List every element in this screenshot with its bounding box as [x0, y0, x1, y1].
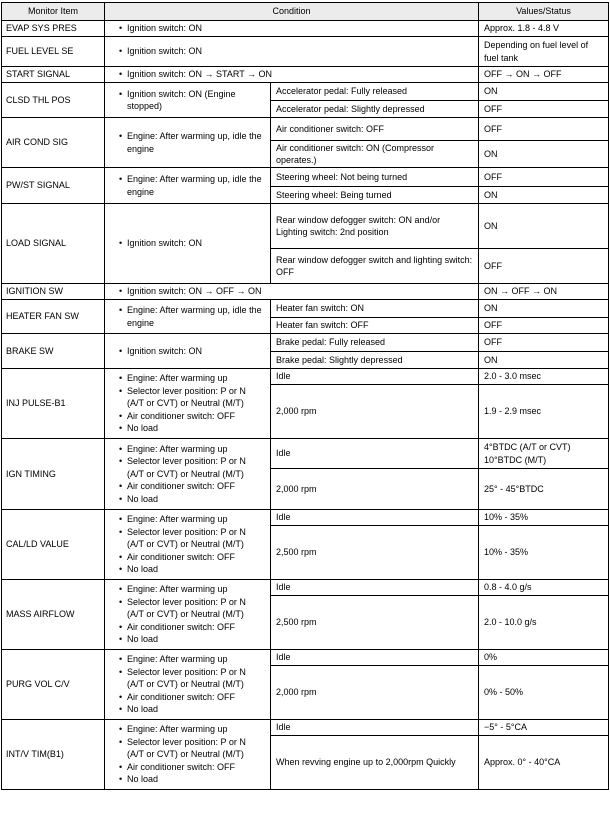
- sub-condition-cell: Idle: [271, 650, 479, 666]
- table-row: [2, 21, 609, 37]
- value-status-cell: ON: [479, 83, 609, 101]
- condition-item: • Ignition switch: ON: [119, 345, 265, 358]
- monitor-item-cell: AIR COND SIG: [2, 118, 105, 168]
- monitor-item-cell: IGNITION SW: [2, 284, 105, 300]
- condition-item: • Ignition switch: ON: [119, 45, 473, 58]
- condition-item: • Ignition switch: ON → OFF → ON: [119, 285, 473, 298]
- value-status-cell: OFF → ON → OFF: [479, 67, 609, 83]
- condition-item: • Selector lever position: P or N (A/T or CVT) or Neutral (M/T): [119, 385, 265, 410]
- condition-list: [110, 130, 265, 155]
- value-status-cell: ON: [479, 187, 609, 204]
- condition-cell: [105, 67, 479, 83]
- condition-item: • Air conditioner switch: OFF: [119, 410, 265, 423]
- sub-condition-cell: Idle: [271, 510, 479, 526]
- monitor-item-cell: FUEL LEVEL SE: [2, 37, 105, 67]
- condition-item: • Engine: After warming up: [119, 583, 265, 596]
- value-status-cell: 0%: [479, 650, 609, 666]
- sub-condition-cell: Air conditioner switch: OFF: [271, 118, 479, 141]
- condition-item: • Selector lever position: P or N (A/T or CVT) or Neutral (M/T): [119, 526, 265, 551]
- table-row: [2, 67, 609, 83]
- table-row: [2, 37, 609, 67]
- sub-condition-cell: Brake pedal: Fully released: [271, 334, 479, 352]
- monitor-item-cell: CLSD THL POS: [2, 83, 105, 118]
- sub-condition-cell: Steering wheel: Being turned: [271, 187, 479, 204]
- monitor-item-cell: IGN TIMING: [2, 439, 105, 510]
- sub-condition-cell: Steering wheel: Not being turned: [271, 168, 479, 187]
- sub-condition-cell: Rear window defogger switch and lighting switch: OFF: [271, 249, 479, 284]
- header-row: [2, 3, 609, 21]
- table-row: [2, 334, 609, 352]
- condition-item: • Engine: After warming up, idle the engine: [119, 173, 265, 198]
- table-row: [2, 510, 609, 526]
- condition-cell: [105, 439, 271, 510]
- sub-condition-cell: Accelerator pedal: Fully released: [271, 83, 479, 101]
- header-values-status: Values/Status: [479, 3, 609, 21]
- condition-item: • Engine: After warming up: [119, 653, 265, 666]
- value-status-cell: 10% - 35%: [479, 526, 609, 580]
- monitor-item-cell: HEATER FAN SW: [2, 300, 105, 334]
- value-status-cell: 2.0 - 10.0 g/s: [479, 596, 609, 650]
- condition-item: • Selector lever position: P or N (A/T or CVT) or Neutral (M/T): [119, 455, 265, 480]
- condition-list: [110, 653, 265, 716]
- condition-list: [110, 22, 473, 35]
- condition-cell: [105, 650, 271, 720]
- condition-item: • No load: [119, 633, 265, 646]
- condition-cell: [105, 204, 271, 284]
- value-status-cell: OFF: [479, 318, 609, 334]
- value-status-cell: Approx. 1.8 - 4.8 V: [479, 21, 609, 37]
- value-status-cell: −5° - 5°CA: [479, 720, 609, 736]
- condition-list: [110, 304, 265, 329]
- condition-cell: [105, 37, 479, 67]
- sub-condition-cell: 2,000 rpm: [271, 385, 479, 439]
- table-row: [2, 300, 609, 318]
- value-status-cell: OFF: [479, 118, 609, 141]
- sub-condition-cell: Air conditioner switch: ON (Compressor operates.): [271, 141, 479, 168]
- value-status-cell: ON: [479, 300, 609, 318]
- value-status-cell: 0% - 50%: [479, 666, 609, 720]
- sub-condition-cell: Rear window defogger switch: ON and/or Lighting switch: 2nd position: [271, 204, 479, 249]
- table-row: [2, 284, 609, 300]
- condition-item: • No load: [119, 493, 265, 506]
- condition-item: • Selector lever position: P or N (A/T or CVT) or Neutral (M/T): [119, 666, 265, 691]
- value-status-cell: ON: [479, 204, 609, 249]
- sub-condition-cell: Idle: [271, 580, 479, 596]
- condition-item: • Air conditioner switch: OFF: [119, 621, 265, 634]
- condition-list: [110, 173, 265, 198]
- condition-item: • Air conditioner switch: OFF: [119, 761, 265, 774]
- sub-condition-cell: Heater fan switch: ON: [271, 300, 479, 318]
- condition-item: • No load: [119, 563, 265, 576]
- condition-list: [110, 285, 473, 298]
- sub-condition-cell: 2,500 rpm: [271, 596, 479, 650]
- condition-cell: [105, 118, 271, 168]
- condition-item: • Engine: After warming up, idle the engine: [119, 304, 265, 329]
- monitor-item-cell: LOAD SIGNAL: [2, 204, 105, 284]
- value-status-cell: 1.9 - 2.9 msec: [479, 385, 609, 439]
- condition-list: [110, 372, 265, 435]
- condition-cell: [105, 168, 271, 204]
- sub-condition-cell: Brake pedal: Slightly depressed: [271, 352, 479, 369]
- table-row: [2, 720, 609, 736]
- sub-condition-cell: 2,500 rpm: [271, 526, 479, 580]
- value-status-cell: 2.0 - 3.0 msec: [479, 369, 609, 385]
- value-status-cell: ON → OFF → ON: [479, 284, 609, 300]
- condition-item: • Ignition switch: ON: [119, 22, 473, 35]
- sub-condition-cell: When revving engine up to 2,000rpm Quickly: [271, 736, 479, 790]
- condition-item: • No load: [119, 422, 265, 435]
- value-status-cell: OFF: [479, 334, 609, 352]
- header-monitor-item: Monitor Item: [2, 3, 105, 21]
- value-status-cell: Approx. 0° - 40°CA: [479, 736, 609, 790]
- condition-item: • Air conditioner switch: OFF: [119, 480, 265, 493]
- condition-list: [110, 88, 265, 113]
- monitor-item-cell: INJ PULSE-B1: [2, 369, 105, 439]
- monitor-item-cell: PURG VOL C/V: [2, 650, 105, 720]
- table-row: [2, 369, 609, 385]
- table-row: [2, 580, 609, 596]
- condition-list: [110, 345, 265, 358]
- condition-item: • Selector lever position: P or N (A/T or CVT) or Neutral (M/T): [119, 596, 265, 621]
- condition-item: • Ignition switch: ON → START → ON: [119, 68, 473, 81]
- header-condition: Condition: [105, 3, 479, 21]
- monitor-item-cell: MASS AIRFLOW: [2, 580, 105, 650]
- monitor-item-table: [1, 2, 609, 790]
- condition-item: • No load: [119, 773, 265, 786]
- condition-cell: [105, 580, 271, 650]
- table-row: [2, 650, 609, 666]
- condition-cell: [105, 510, 271, 580]
- condition-list: [110, 45, 473, 58]
- condition-cell: [105, 83, 271, 118]
- condition-item: • Air conditioner switch: OFF: [119, 691, 265, 704]
- sub-condition-cell: Idle: [271, 369, 479, 385]
- sub-condition-cell: Idle: [271, 720, 479, 736]
- condition-item: • Engine: After warming up, idle the engine: [119, 130, 265, 155]
- condition-cell: [105, 334, 271, 369]
- table-row: [2, 118, 609, 141]
- condition-item: • Ignition switch: ON (Engine stopped): [119, 88, 265, 113]
- value-status-cell: OFF: [479, 168, 609, 187]
- condition-item: • Engine: After warming up: [119, 372, 265, 385]
- value-status-cell: 25° - 45°BTDC: [479, 469, 609, 510]
- condition-item: • Ignition switch: ON: [119, 237, 265, 250]
- condition-item: • Engine: After warming up: [119, 443, 265, 456]
- value-status-cell: 0.8 - 4.0 g/s: [479, 580, 609, 596]
- monitor-item-cell: CAL/LD VALUE: [2, 510, 105, 580]
- value-status-cell: OFF: [479, 249, 609, 284]
- condition-list: [110, 68, 473, 81]
- condition-list: [110, 237, 265, 250]
- table-row: [2, 439, 609, 469]
- sub-condition-cell: 2,000 rpm: [271, 666, 479, 720]
- value-status-cell: ON: [479, 141, 609, 168]
- value-status-cell: OFF: [479, 101, 609, 118]
- value-status-cell: ON: [479, 352, 609, 369]
- condition-cell: [105, 720, 271, 790]
- monitor-item-cell: INT/V TIM(B1): [2, 720, 105, 790]
- monitor-item-cell: START SIGNAL: [2, 67, 105, 83]
- condition-cell: [105, 300, 271, 334]
- condition-cell: [105, 284, 479, 300]
- condition-item: • Engine: After warming up: [119, 513, 265, 526]
- condition-cell: [105, 369, 271, 439]
- table-row: [2, 204, 609, 249]
- condition-item: • Selector lever position: P or N (A/T or CVT) or Neutral (M/T): [119, 736, 265, 761]
- monitor-item-cell: EVAP SYS PRES: [2, 21, 105, 37]
- condition-item: • No load: [119, 703, 265, 716]
- monitor-item-cell: BRAKE SW: [2, 334, 105, 369]
- condition-list: [110, 723, 265, 786]
- monitor-item-cell: PW/ST SIGNAL: [2, 168, 105, 204]
- sub-condition-cell: Heater fan switch: OFF: [271, 318, 479, 334]
- sub-condition-cell: Idle: [271, 439, 479, 469]
- value-status-cell: 10% - 35%: [479, 510, 609, 526]
- sub-condition-cell: Accelerator pedal: Slightly depressed: [271, 101, 479, 118]
- condition-list: [110, 443, 265, 506]
- condition-list: [110, 513, 265, 576]
- condition-item: • Engine: After warming up: [119, 723, 265, 736]
- sub-condition-cell: 2,000 rpm: [271, 469, 479, 510]
- condition-cell: [105, 21, 479, 37]
- condition-item: • Air conditioner switch: OFF: [119, 551, 265, 564]
- value-status-cell: Depending on fuel level of fuel tank: [479, 37, 609, 67]
- table-row: [2, 83, 609, 101]
- value-status-cell: 4°BTDC (A/T or CVT) 10°BTDC (M/T): [479, 439, 609, 469]
- table-row: [2, 168, 609, 187]
- condition-list: [110, 583, 265, 646]
